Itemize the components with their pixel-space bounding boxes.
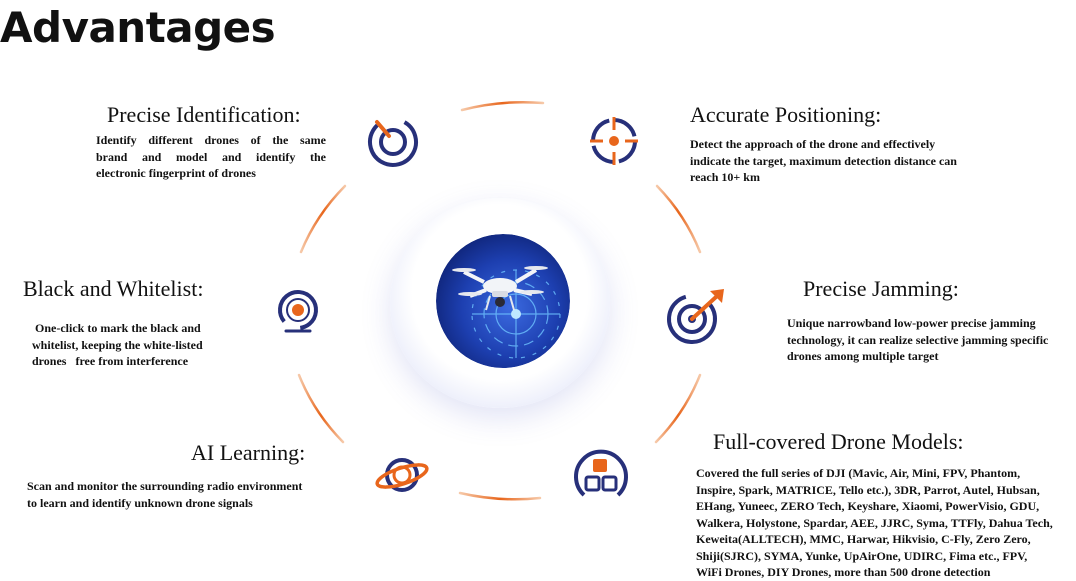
orbit-arc-upper-left bbox=[301, 186, 345, 252]
ai-learning-text: Scan and monitor the surrounding radio environment to learn and identify unknown drone signals bbox=[27, 479, 303, 510]
planet-icon bbox=[374, 450, 430, 500]
page-title: Advantages bbox=[0, 3, 276, 52]
target-ring-icon bbox=[365, 114, 421, 170]
precise-identification-text: Identify different drones of the same brand and model and identify the electronic fingerprint of drones bbox=[96, 133, 326, 180]
black-whitelist-text: One-click to mark the black and whitelist, keeping the white-listed drones free from interference bbox=[32, 321, 203, 368]
precise-jamming-text: Unique narrowband low-power precise jamming technology, it can realize selective jamming specific drones among multiple target bbox=[787, 316, 1049, 363]
ai-learning-heading: AI Learning: bbox=[191, 440, 306, 465]
model-blocks-icon bbox=[572, 447, 630, 503]
orbit-arc-lower-right bbox=[656, 375, 700, 442]
crosshair-icon bbox=[586, 113, 642, 169]
center-drone-image bbox=[436, 234, 570, 368]
orbit-arc-bottom bbox=[460, 493, 540, 499]
orbit-arc-top bbox=[462, 102, 543, 110]
full-covered-models-text: Covered the full series of DJI (Mavic, Air, Mini, FPV, Phantom, Inspire, Spark, MATRICE, Tello etc.), 3DR, Parrot, Autel, Hubsan, EHang, Yuneec, ZERO Tech, Keyshare, Xiaomi, PowerVisio, GDU, Walkera, Holystone, Spardar, AEE, JJRC, Syma, TTFly, Dahua Tech, Keweita(ALLTECH), MMC, Harwar, Hikvisio, C-Fly, Zero Zero, Shiji(SJRC), SYMA, Yunke, UpAirOne, UDIRC, Fima etc., FPV, WiFi Drones, DIY Drones, more than 500 drone detection bbox=[696, 466, 1053, 579]
orbit-arc-upper-right bbox=[657, 186, 700, 252]
orbit-arc-lower-left bbox=[299, 375, 343, 442]
full-covered-models-heading: Full-covered Drone Models: bbox=[713, 429, 964, 454]
precise-jamming-heading: Precise Jamming: bbox=[803, 276, 959, 301]
bullseye-arrow-icon bbox=[664, 287, 730, 347]
black-whitelist-heading: Black and Whitelist: bbox=[23, 276, 204, 301]
accurate-positioning-heading: Accurate Positioning: bbox=[690, 102, 882, 127]
accurate-positioning-text: Detect the approach of the drone and effectively indicate the target, maximum detection distance can reach 10+ km bbox=[690, 137, 957, 184]
radar-icon bbox=[273, 287, 323, 337]
precise-identification-heading: Precise Identification: bbox=[107, 102, 301, 127]
